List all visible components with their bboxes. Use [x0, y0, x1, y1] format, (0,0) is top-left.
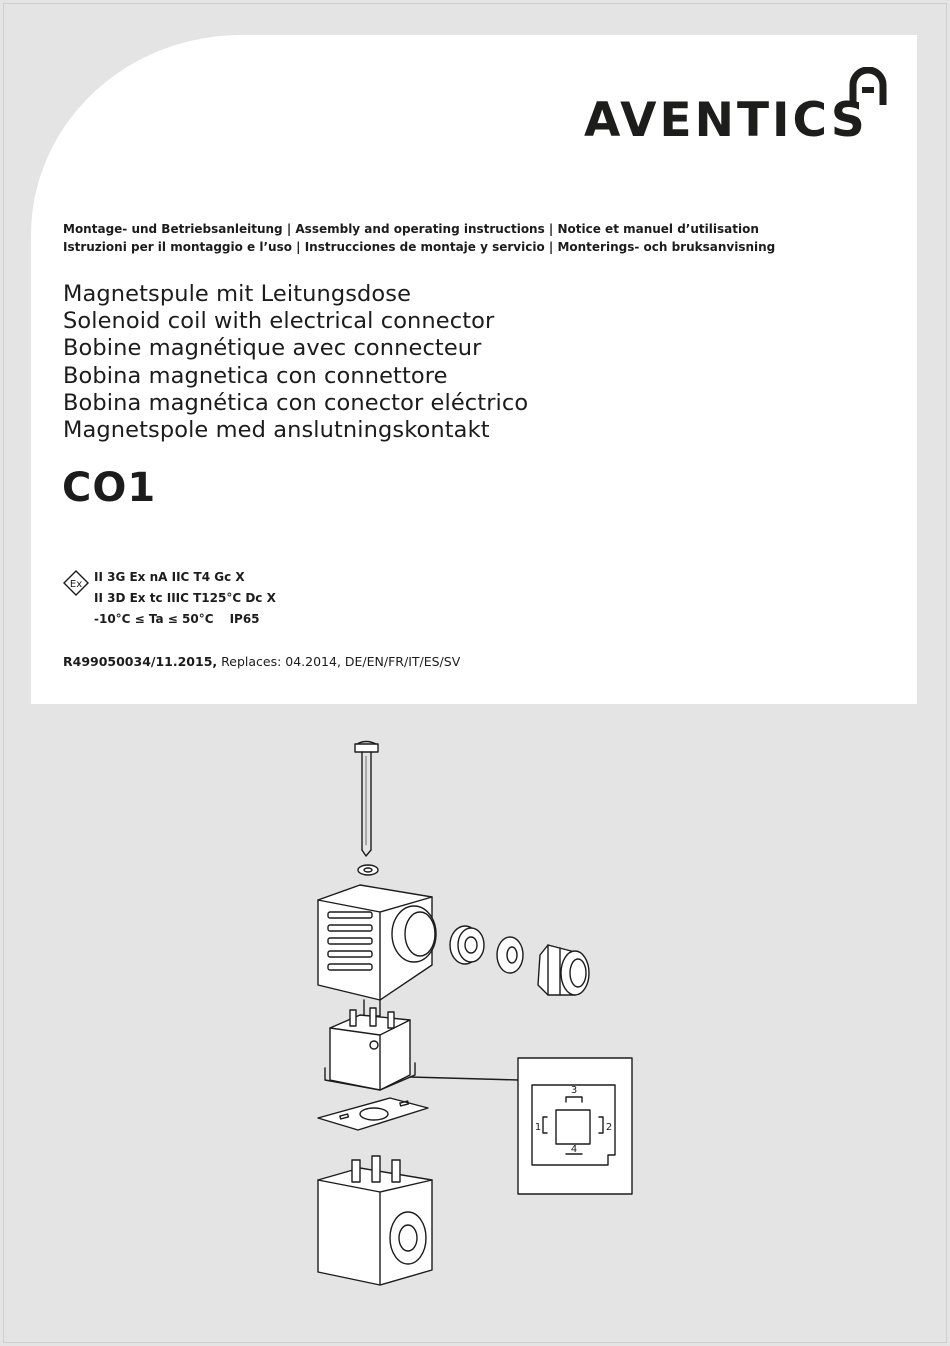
svg-text:Ex: Ex — [69, 579, 83, 590]
cable-gland-parts-drawing — [450, 926, 589, 995]
pin-label-3: 3 — [570, 1085, 578, 1096]
brand-name: AVENTICS — [584, 93, 868, 148]
subtitle-line-1: Montage- und Betriebsanleitung | Assembly and operating instructions | Notice et manuel d’utilisation — [63, 222, 759, 236]
exploded-view-illustration — [0, 720, 950, 1320]
title-de: Magnetspule mit Leitungsdose — [63, 281, 412, 307]
title-es: Bobina magnética con conector eléctrico — [63, 389, 529, 416]
title-it: Bobina magnetica con connettore — [63, 362, 448, 389]
small-washer-drawing — [358, 865, 378, 875]
pin-label-2: 2 — [605, 1122, 613, 1133]
title-sv: Magnetspole med anslutningskontakt — [63, 417, 490, 444]
title-fr: Bobine magnétique avec connecteur — [63, 335, 482, 362]
ex-marking-gas: II 3G Ex nA IIC T4 Gc X — [94, 570, 245, 584]
model-code: CO1 — [62, 465, 157, 511]
document-reference — [63, 656, 460, 669]
title-en: Solenoid coil with electrical connector — [63, 308, 495, 335]
gasket-drawing — [318, 1098, 428, 1130]
pin-label-1: 1 — [534, 1122, 542, 1133]
terminal-block-drawing — [325, 1008, 518, 1090]
solenoid-coil-drawing — [318, 1156, 432, 1285]
connector-housing-drawing — [318, 885, 436, 1016]
ip-rating: IP65 — [229, 612, 260, 626]
document-number: R499050034/11.2015, — [63, 654, 218, 669]
ex-marking-dust: II 3D Ex tc IIIC T125°C Dc X — [94, 591, 276, 605]
document-replaces: Replaces: 04.2014, DE/EN/FR/IT/ES/SV — [217, 654, 461, 669]
screw-drawing — [355, 742, 378, 857]
ex-marking-ratings — [94, 613, 260, 625]
brand-mark-icon — [848, 67, 888, 107]
subtitle-line-2: Istruzioni per il montaggio e l’uso | Instrucciones de montaje y servicio | Monterings- och bruksanvisning — [63, 240, 776, 254]
ex-explosion-protection-icon — [63, 570, 89, 596]
product-title-list — [63, 281, 528, 444]
pin-label-4: 4 — [570, 1144, 578, 1155]
ambient-temperature: -10°C ≤ Ta ≤ 50°C — [94, 612, 214, 626]
aventics-logo — [580, 67, 890, 147]
